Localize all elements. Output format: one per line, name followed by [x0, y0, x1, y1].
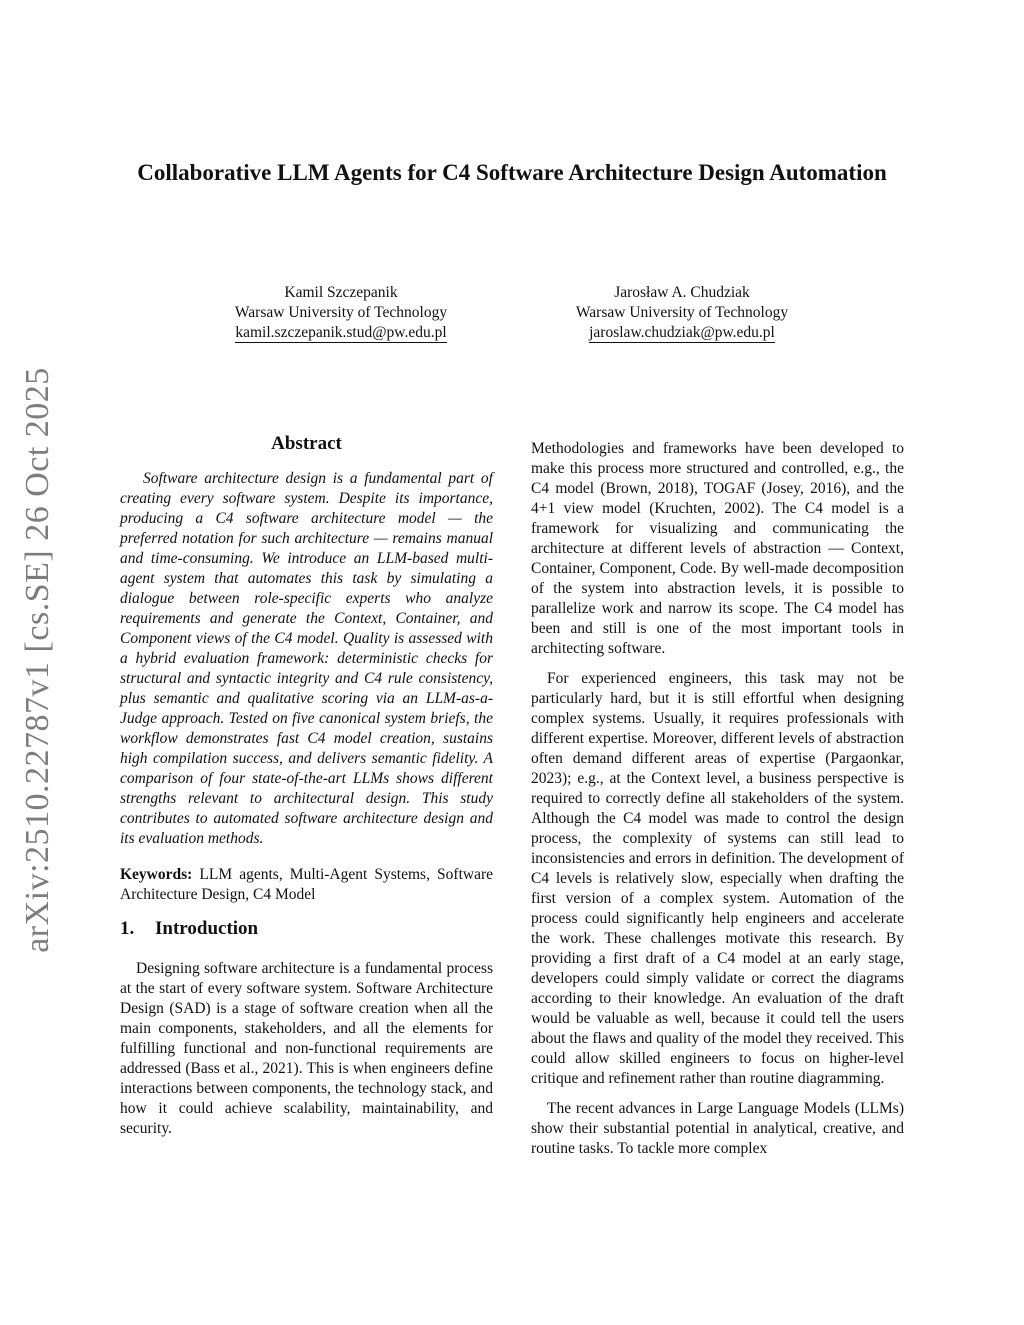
body-paragraph: Methodologies and frameworks have been developed to make this process more structured and controlled, e.g., the C4 model (Brown, 2018), TOGAF (Josey, 2016), and the 4+1 view model (Kruchten, 2002). The C4 model is a framework for visualizing and communicating the architecture at different levels of abstraction — Context, Container, Component, Code. By well-made decomposition of the system into abstraction levels, it is possible to parallelize work and narrow its scope. The C4 model has been and still is one of the most important tools in architecting software. — [531, 440, 904, 657]
paper-title: Collaborative LLM Agents for C4 Software Architecture Design Automation — [137, 160, 887, 185]
section-number: 1. — [120, 918, 135, 939]
right-column — [531, 439, 904, 1159]
abstract-heading: Abstract — [271, 433, 342, 454]
section-heading-introduction — [120, 919, 493, 939]
body-paragraph: The recent advances in Large Language Models (LLMs) show their substantial potential in analytical, creative, and routine tasks. To tackle more complex — [531, 1100, 904, 1157]
keywords-text: LLM agents, Multi-Agent Systems, Software Architecture Design, C4 Model — [120, 866, 493, 903]
body-paragraph: For experienced engineers, this task may not be particularly hard, but it is still effortful when designing complex systems. Usually, it requires professionals with different expertise. Moreover, different levels of abstraction often demand different areas of expertise (Pargaonkar, 2023); e.g., at the Context level, a business perspective is required to correctly define all stakeholders of the system. Although the C4 model was made to control the design process, the complexity of systems can still lead to inconsistencies and errors in definition. The development of C4 levels is relatively slow, especially when drafting the first version of a complex system. Automation of the process could significantly help engineers and accelerate the work. These challenges motivate this research. By providing a first draft of a C4 model at an early stage, developers could simply validate or correct the diagrams according to their knowledge. An evaluation of the draft would be valuable as well, because it could tell the users about the flaws and quality of the model they received. This could allow skilled engineers to focus on higher-level critique and refinement rather than routine diagramming. — [531, 670, 904, 1087]
author-name: Kamil Szczepanik — [284, 284, 398, 301]
author-email-link[interactable]: jaroslaw.chudziak@pw.edu.pl — [589, 324, 775, 341]
keywords-line — [120, 865, 493, 905]
author-name: Jarosław A. Chudziak — [614, 284, 750, 301]
left-column — [120, 434, 493, 1139]
author-email-link[interactable]: kamil.szczepanik.stud@pw.edu.pl — [235, 324, 447, 341]
keywords-label: Keywords: — [120, 866, 193, 883]
author-block-1 — [171, 283, 511, 343]
author-block-2 — [512, 283, 852, 343]
section-title: Introduction — [155, 918, 259, 939]
author-affiliation: Warsaw University of Technology — [234, 304, 448, 321]
arxiv-identifier-stamp: arXiv:2510.22787v1 [cs.SE] 26 Oct 2025 — [19, 367, 56, 953]
author-affiliation: Warsaw University of Technology — [575, 304, 789, 321]
intro-paragraph-1: Designing software architecture is a fundamental process at the start of every software system. Software Architecture Design (SAD) is a stage of software creation when all the main components, stakeholders, and all the elements for fulfilling functional and non-functional requirements are addressed (Bass et al., 2021). This is when engineers define interactions between components, the technology stack, and how it could achieve scalability, maintainability, and security. — [120, 960, 493, 1137]
abstract-text: Software architecture design is a fundamental part of creating every software system. Despite its importance, producing a C4 software architecture model — the preferred notation for such architecture — remains manual and time-consuming. We introduce an LLM-based multi-agent system that automates this task by simulating a dialogue between role-specific experts who analyze requirements and generate the Context, Container, and Component views of the C4 model. Quality is assessed with a hybrid evaluation framework: deterministic checks for structural and syntactic integrity and C4 rule consistency, plus semantic and qualitative scoring via an LLM-as-a-Judge approach. Tested on five canonical system briefs, the workflow demonstrates fast C4 model creation, sustains high compilation success, and delivers semantic fidelity. A comparison of four state-of-the-art LLMs shows different strengths relevant to architectural design. This study contributes to automated software architecture design and its evaluation methods. — [120, 470, 493, 847]
